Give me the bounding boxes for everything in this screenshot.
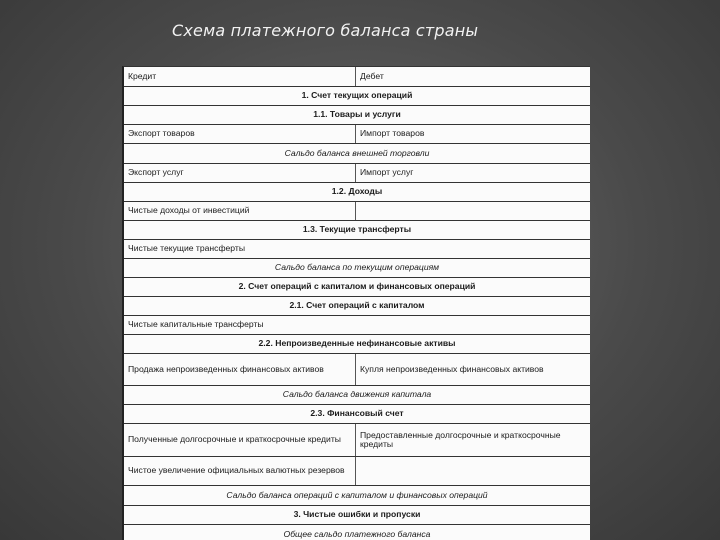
section-heading: 2.3. Финансовый счет — [310, 408, 404, 419]
balance-line: Сальдо баланса операций с капиталом и финансовых операций — [226, 489, 488, 500]
table-row — [124, 259, 590, 278]
table-row — [124, 457, 590, 486]
section-heading: 1.2. Доходы — [331, 186, 383, 197]
balance-line: Сальдо баланса движения капитала — [282, 389, 432, 400]
section-heading: 1.3. Текущие трансферты — [302, 224, 412, 235]
credit-cell: Экспорт товаров — [124, 125, 356, 143]
table-row — [124, 405, 590, 424]
credit-header: Кредит — [124, 67, 356, 86]
table-row — [124, 106, 590, 125]
table-row — [124, 297, 590, 316]
section-heading: 1.1. Товары и услуги — [313, 109, 401, 120]
table-row — [124, 202, 590, 221]
debit-cell: Предоставленные долгосрочные и краткосрочные кредиты — [360, 429, 561, 449]
table-row — [124, 87, 590, 106]
table-row — [124, 183, 590, 202]
section-heading: 2.2. Непроизведенные нефинансовые активы — [258, 338, 456, 349]
debit-header: Дебет — [360, 70, 384, 81]
balance-line: Сальдо баланса внешней торговли — [284, 147, 430, 158]
table-row — [124, 424, 590, 457]
table-row — [124, 125, 590, 144]
debit-cell — [356, 457, 590, 485]
debit-cell: Купля непроизведенных финансовых активов — [360, 363, 544, 374]
credit-cell: Полученные долгосрочные и краткосрочные кредиты — [124, 424, 356, 456]
table-row — [124, 164, 590, 183]
table-row — [124, 221, 590, 240]
table-row — [124, 144, 590, 164]
table-row — [124, 506, 590, 525]
balance-line: Общее сальдо платежного баланса — [283, 529, 431, 540]
section-heading: 2.1. Счет операций с капиталом — [289, 300, 425, 311]
table-row — [124, 525, 590, 540]
debit-cell: Импорт услуг — [360, 167, 414, 178]
table-row — [124, 278, 590, 297]
table-row — [124, 316, 590, 335]
table-row — [124, 354, 590, 386]
table-header — [124, 67, 590, 87]
table-row — [124, 335, 590, 354]
credit-cell: Чистое увеличение официальных валютных резервов — [124, 457, 356, 485]
credit-cell: Экспорт услуг — [124, 164, 356, 182]
debit-cell — [356, 240, 590, 258]
credit-cell: Продажа непроизведенных финансовых активов — [124, 354, 356, 385]
credit-cell: Чистые доходы от инвестиций — [124, 202, 356, 220]
slide-title: Схема платежного баланса страны — [172, 21, 479, 40]
credit-cell: Чистые текущие трансферты — [128, 243, 246, 254]
debit-cell — [356, 316, 590, 334]
table-row — [124, 486, 590, 506]
section-heading: 3. Чистые ошибки и пропуски — [293, 509, 421, 520]
table-row — [124, 240, 590, 259]
section-heading: 1. Счет текущих операций — [301, 90, 413, 101]
credit-cell: Чистые капитальные трансферты — [128, 319, 264, 330]
debit-cell — [356, 202, 590, 220]
section-heading: 2. Счет операций с капиталом и финансовых операций — [238, 281, 476, 292]
balance-line: Сальдо баланса по текущим операциям — [274, 262, 440, 273]
balance-of-payments-table — [122, 66, 590, 540]
table-row — [124, 386, 590, 405]
debit-cell: Импорт товаров — [360, 128, 425, 139]
